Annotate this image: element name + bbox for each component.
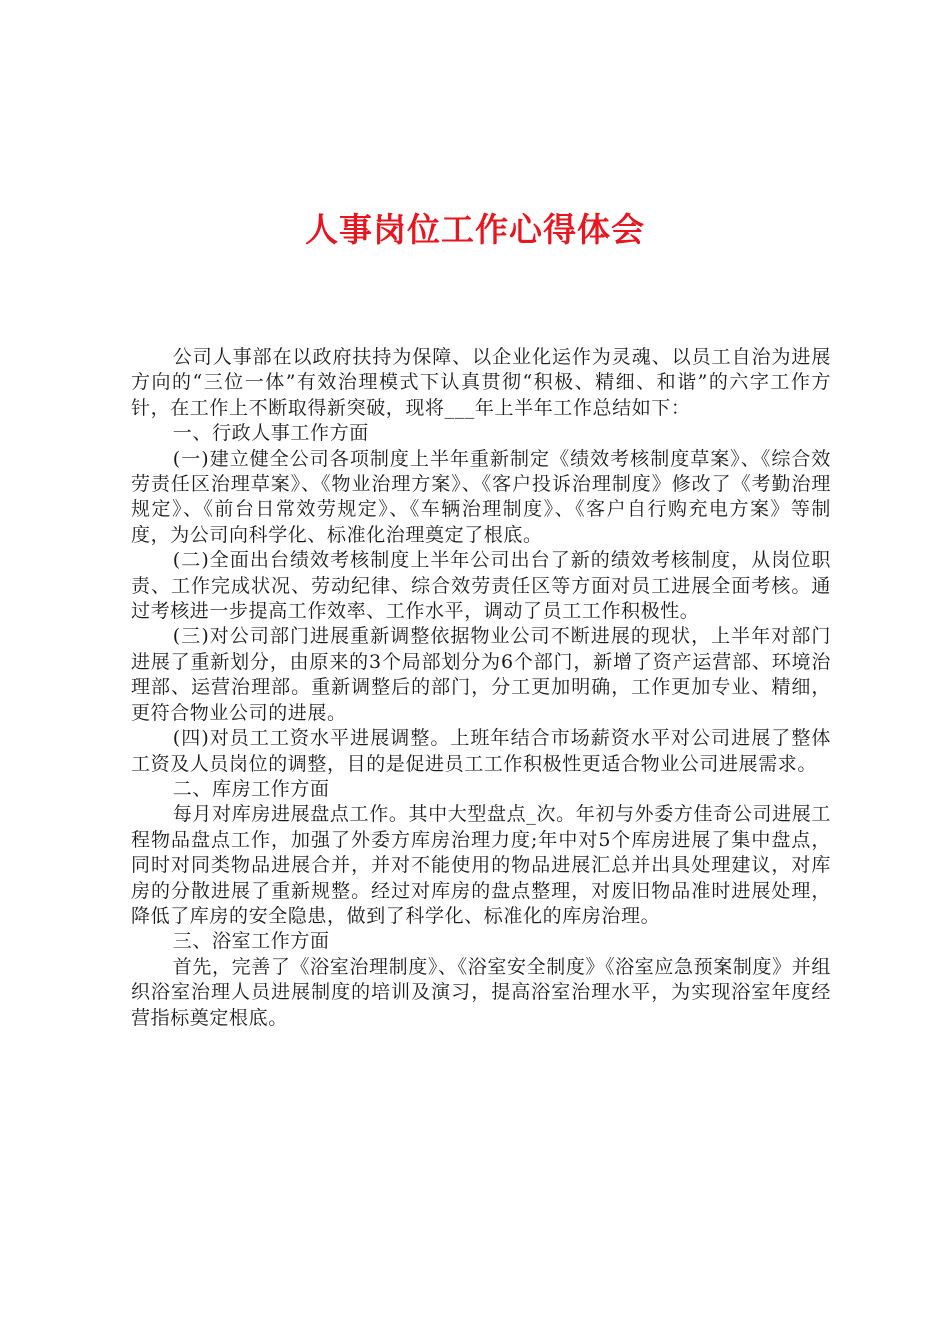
paragraph-item-1: (一)建立健全公司各项制度上半年重新制定《绩效考核制度草案》、《综合效劳责任区治理草案》、《物业治理方案》、《客户投诉治理制度》修改了《考勤治理规定》、《前台日常效劳规定》、《车辆治理制度》、《客户自行购充电方案》等制度，为公司向科学化、标准化治理奠定了根底。 [131, 447, 831, 546]
section-heading-bathhouse: 三、浴室工作方面 [172, 930, 330, 953]
paragraph-bathhouse: 首先，完善了《浴室治理制度》、《浴室安全制度》《浴室应急预案制度》并组织浴室治理人员进展制度的培训及演习，提高浴室治理水平，为实现浴室年度经营指标奠定根底。 [131, 955, 831, 1029]
section-heading-warehouse: 二、库房工作方面 [172, 777, 330, 800]
paragraph-warehouse: 每月对库房进展盘点工作。其中大型盘点_次。年初与外委方佳奇公司进展工程物品盘点工作，加强了外委方库房治理力度;年中对5个库房进展了集中盘点，同时对同类物品进展合并，并对不能使用的物品进展汇总并出具处理建议，对库房的分散进展了重新规整。经过对库房的盘点整理，对废旧物品准时进展处理，降低了库房的安全隐患，做到了科学化、标准化的库房治理。 [131, 803, 831, 927]
document-body [131, 345, 831, 1031]
paragraph-item-3: (三)对公司部门进展重新调整依据物业公司不断进展的现状，上半年对部门进展了重新划分，由原来的3个局部划分为6个部门，新增了资产运营部、环境治理部、运营治理部。重新调整后的部门，分工更加明确，工作更加专业、精细，更符合物业公司的进展。 [131, 625, 831, 724]
paragraph-item-4: (四)对员工工资水平进展调整。上班年结合市场薪资水平对公司进展了整体工资及人员岗位的调整，目的是促进员工工作积极性更适合物业公司进展需求。 [131, 727, 831, 775]
document-title: 人事岗位工作心得体会 [305, 210, 645, 249]
paragraph-intro: 公司人事部在以政府扶持为保障、以企业化运作为灵魂、以员工自治为进展方向的“三位一体”有效治理模式下认真贯彻“积极、精细、和谐”的六字工作方针，在工作上不断取得新突破，现将___年上半年工作总结如下： [131, 346, 831, 419]
section-heading-admin-hr: 一、行政人事工作方面 [172, 422, 369, 445]
paragraph-item-2: (二)全面出台绩效考核制度上半年公司出台了新的绩效考核制度，从岗位职责、工作完成状况、劳动纪律、综合效劳责任区等方面对员工进展全面考核。通过考核进一步提高工作效率、工作水平，调动了员工工作积极性。 [131, 549, 831, 623]
